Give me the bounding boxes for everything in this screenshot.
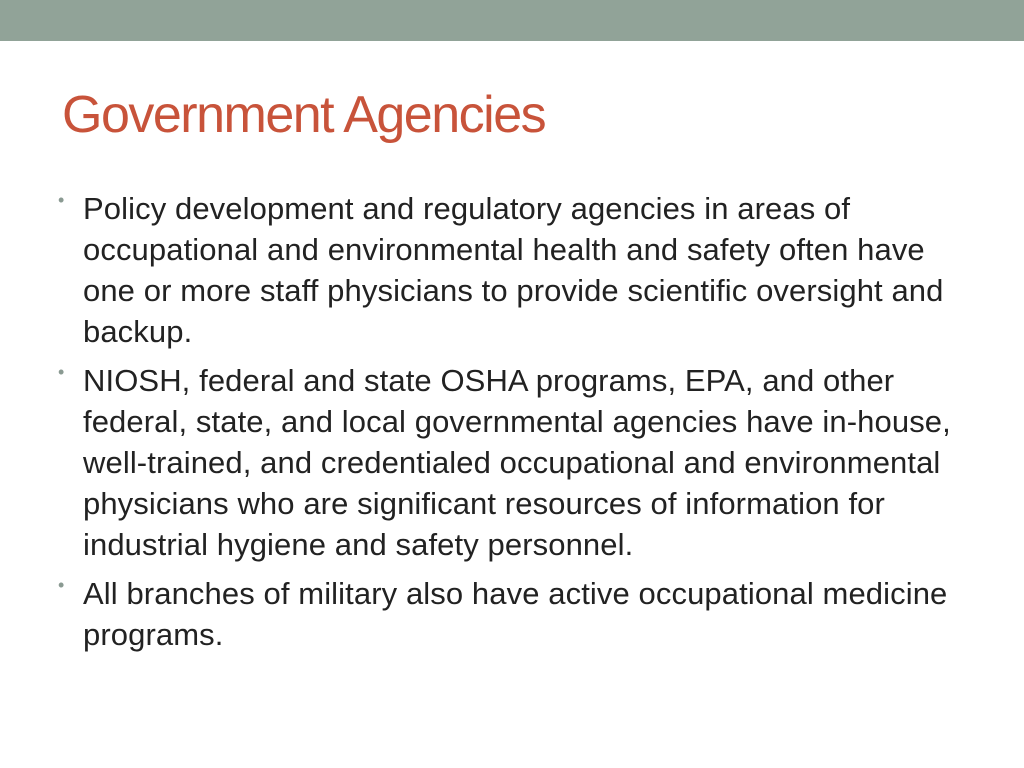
bullet-text: Policy development and regulatory agencies in areas of occupational and environmental health and safety often have one or more staff physicians to provide scientific oversight and backup. [83,191,944,349]
bullet-item [58,360,978,565]
slide-title: Government Agencies [62,86,546,144]
bullet-icon: • [58,575,65,595]
bullet-list [58,188,978,663]
bullet-text: NIOSH, federal and state OSHA programs, EPA, and other federal, state, and local governmental agencies have in-house, well-trained, and credentialed occupational and environmental physicians who are significant resources of information for industrial hygiene and safety personnel. [83,363,951,562]
bullet-item [58,188,978,352]
bullet-icon: • [58,190,65,210]
bullet-item [58,573,978,655]
bullet-text: All branches of military also have active occupational medicine programs. [83,576,948,652]
header-band [0,0,1024,41]
bullet-icon: • [58,362,65,382]
